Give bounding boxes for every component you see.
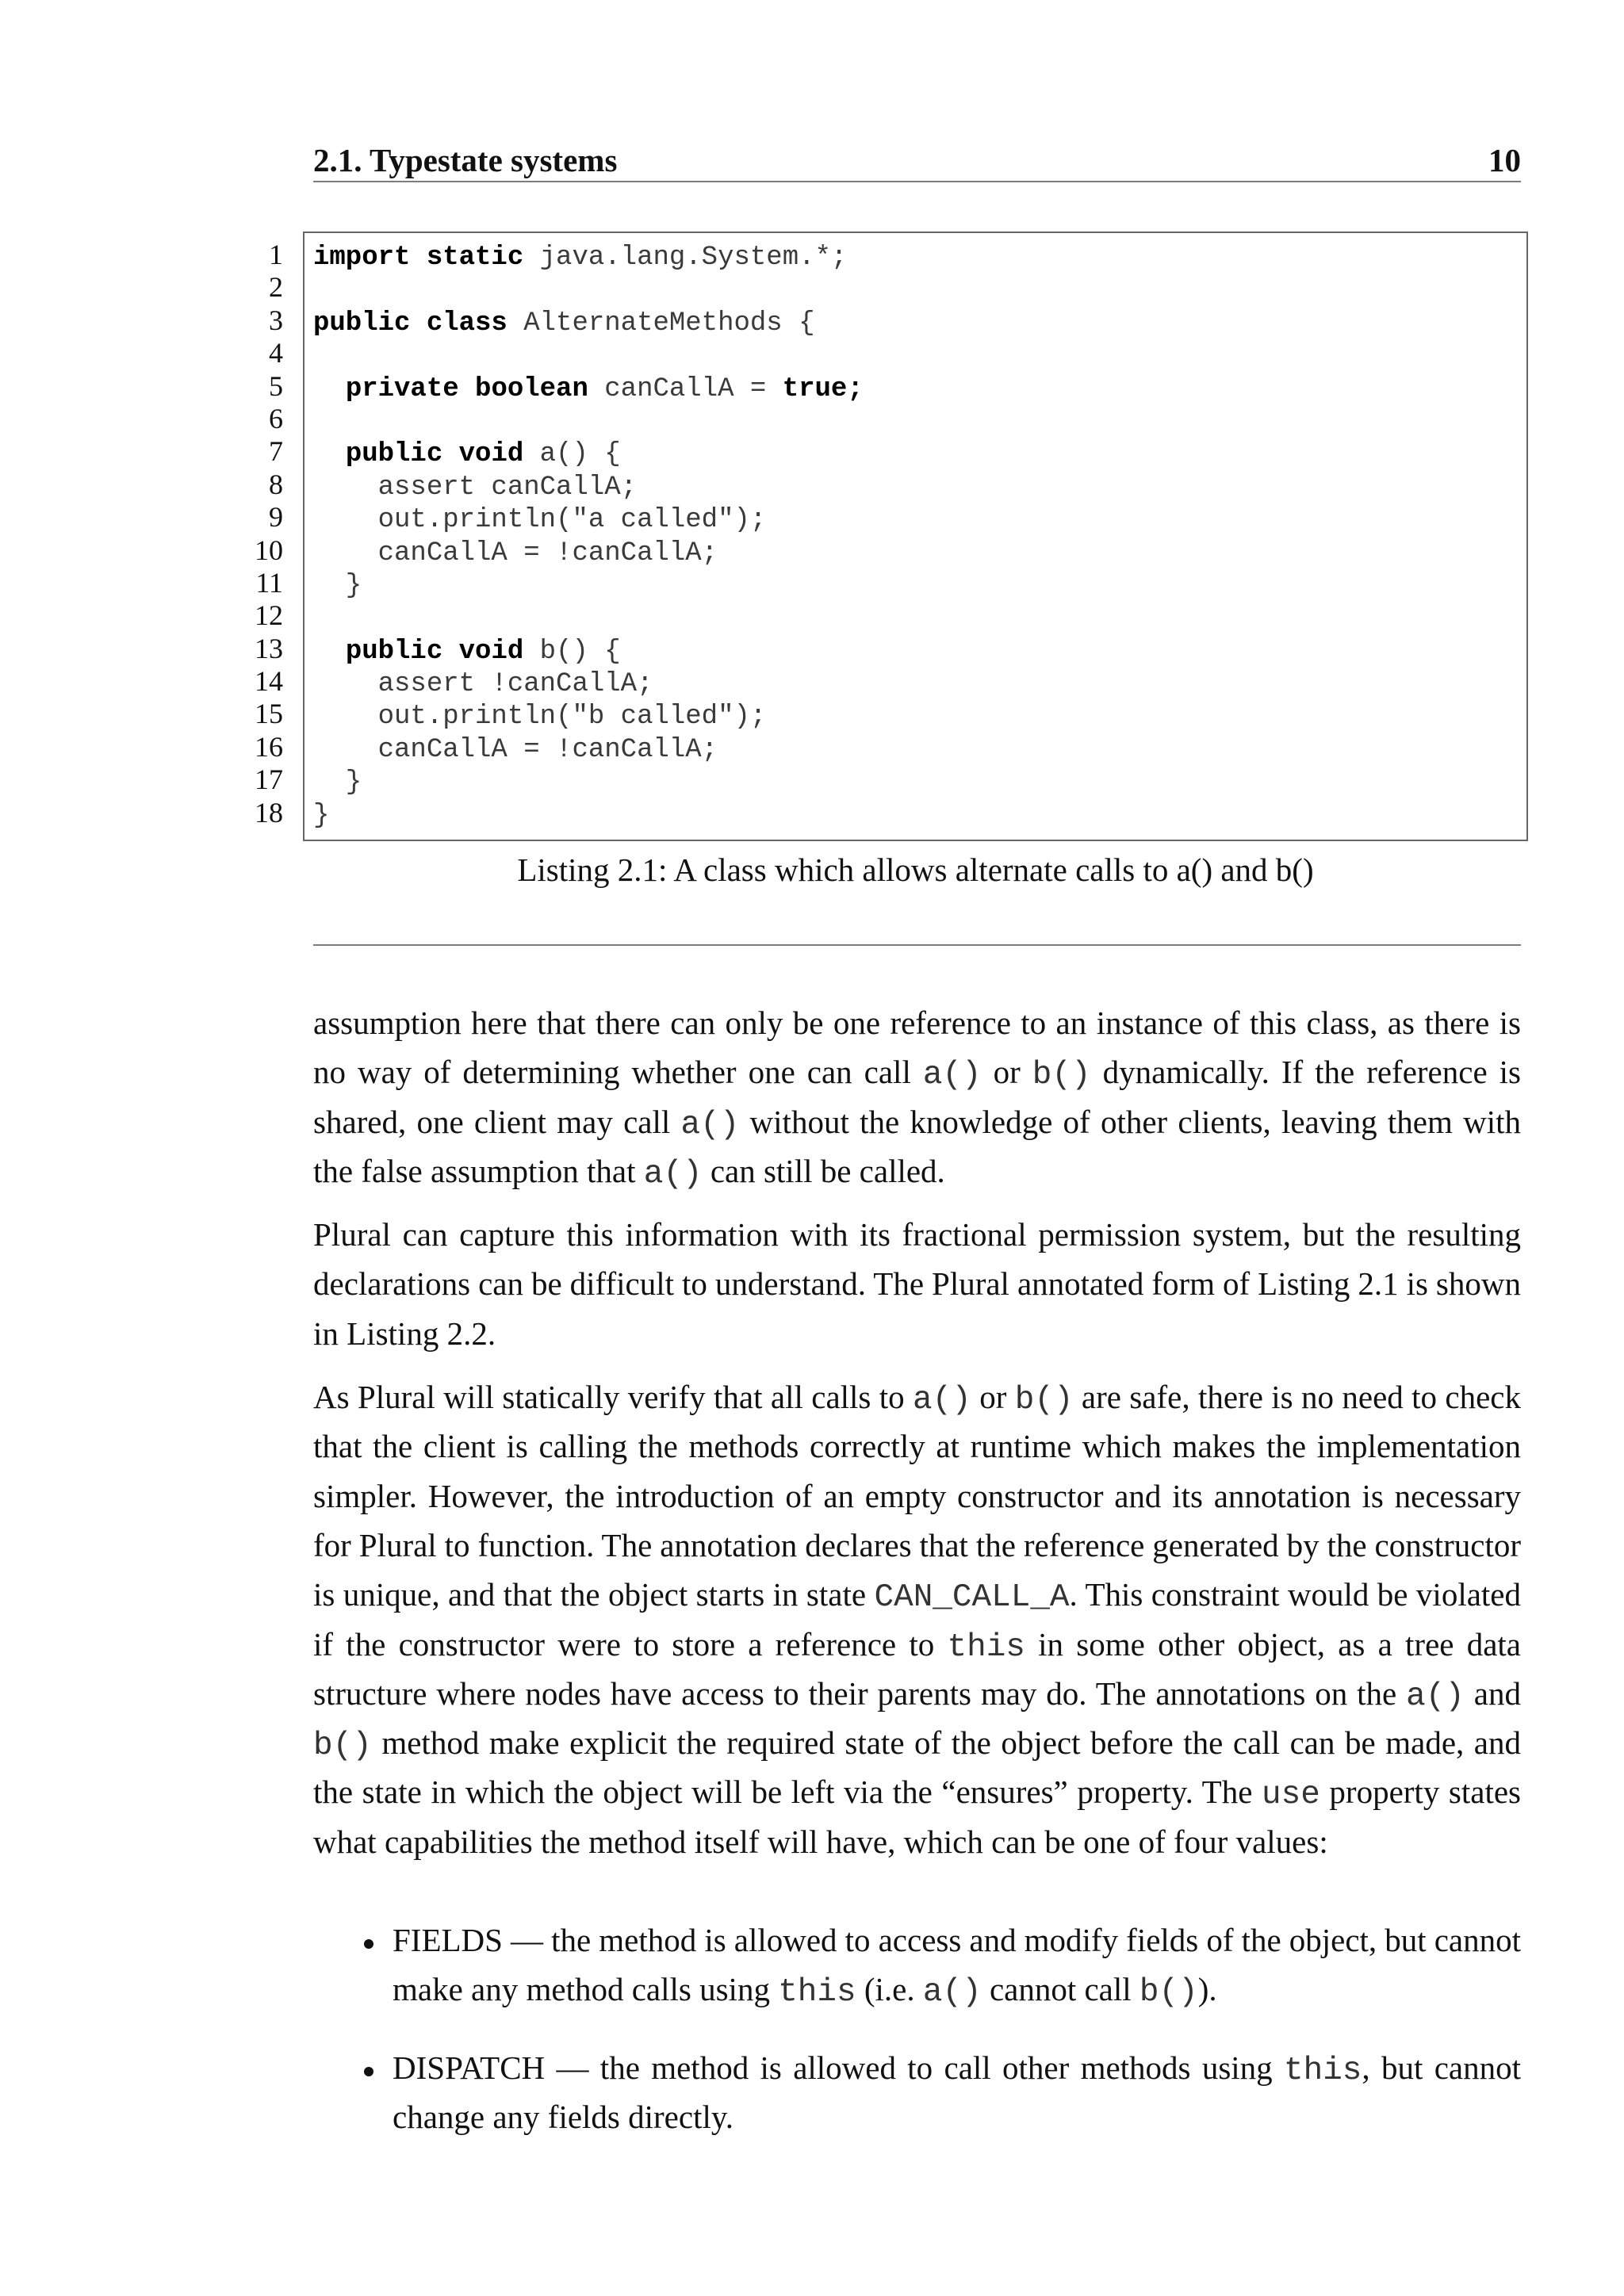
text-run: assumption here that there can only be one reference to an instance of this class, as there is — [313, 1004, 1521, 1041]
code-line — [222, 304, 1522, 337]
line-number: 9 — [269, 501, 283, 534]
text-line — [313, 1471, 1521, 1521]
code-line — [222, 633, 1522, 665]
code-token: } — [313, 570, 362, 601]
text-line — [313, 998, 1521, 1047]
text-run: the false assumption that — [313, 1152, 644, 1189]
inline-code: b() — [1032, 1057, 1091, 1094]
text-line — [313, 1620, 1521, 1669]
code-keyword: public void — [345, 439, 524, 470]
code-keyword: public void — [345, 636, 524, 667]
code-line — [222, 665, 1522, 698]
text-line — [393, 1965, 1521, 2014]
line-number: 3 — [269, 304, 283, 336]
code-line — [222, 599, 1522, 632]
text-line — [313, 1767, 1521, 1816]
text-line — [313, 1669, 1521, 1718]
text-run: structure where nodes have access to their parents may do. The annotations on the — [313, 1674, 1407, 1712]
text-line — [313, 1047, 1521, 1096]
code-line — [222, 501, 1522, 534]
header-rule — [313, 181, 1521, 182]
text-run: if the constructor were to store a reference to — [313, 1625, 948, 1663]
body-text — [313, 998, 1521, 2141]
code-line — [222, 337, 1522, 369]
text-run: the state in which the object will be left via the “ensures” property. The — [313, 1774, 1262, 1811]
inline-code: this — [778, 1974, 856, 2011]
line-number: 8 — [269, 468, 283, 500]
text-run: shared, one client may call — [313, 1103, 681, 1140]
code-line — [222, 698, 1522, 733]
text-line — [313, 1146, 1521, 1196]
code-listing — [222, 239, 1522, 829]
text-run: make any method calls using — [393, 1971, 779, 2008]
code-line — [222, 271, 1522, 304]
code-keyword: true; — [782, 373, 864, 404]
text-run: cannot call — [981, 1971, 1139, 2008]
running-header — [313, 141, 1521, 179]
text-line — [313, 1718, 1521, 1767]
text-run: and — [1464, 1674, 1521, 1712]
code-text — [313, 767, 362, 799]
paragraph — [313, 998, 1521, 1196]
text-run: or — [981, 1054, 1032, 1091]
code-text — [313, 472, 637, 504]
text-line — [313, 1259, 1521, 1308]
code-token: } — [313, 800, 330, 831]
bullet-text — [393, 2043, 1521, 2142]
code-keyword: import static — [313, 243, 524, 273]
text-run: (i.e. — [856, 1971, 923, 2008]
code-text — [313, 438, 621, 471]
inline-code: a() — [922, 1974, 982, 2011]
bullet-list — [313, 1915, 1521, 2141]
bullet-icon — [364, 1939, 373, 1949]
inline-code: use — [1262, 1777, 1320, 1814]
paragraph — [313, 1210, 1521, 1358]
code-token: } — [313, 767, 362, 798]
text-line — [313, 1817, 1521, 1866]
text-run: simpler. However, the introduction of an empty constructor and its annotation is necessary — [313, 1477, 1521, 1514]
code-line — [222, 797, 1522, 829]
text-run: without the knowledge of other clients, leaving them with — [739, 1103, 1521, 1140]
code-token: assert !canCallA; — [313, 669, 653, 700]
code-line — [222, 534, 1522, 567]
code-token: out.println("a called"); — [313, 505, 767, 536]
bullet-icon — [364, 2067, 373, 2076]
code-token: canCallA = !canCallA; — [313, 538, 718, 568]
code-line — [222, 469, 1522, 501]
code-line — [222, 763, 1522, 796]
line-number: 1 — [269, 239, 283, 270]
text-run: that the client is calling the methods correctly at runtime which makes the implementation — [313, 1428, 1521, 1465]
code-line — [222, 370, 1522, 403]
line-number: 12 — [255, 599, 283, 632]
code-token: canCallA = — [588, 373, 783, 404]
page-number: 10 — [1488, 142, 1521, 178]
text-run: what capabilities the method itself will have, which can be one of four values: — [313, 1823, 1328, 1860]
inline-code: a() — [1406, 1678, 1465, 1715]
text-run: DISPATCH — the method is allowed to call other methods using — [393, 2049, 1284, 2086]
text-line — [393, 2092, 1521, 2141]
bullet-text — [393, 1915, 1521, 2015]
text-run: for Plural to function. The annotation declares that the reference generated by the constructor — [313, 1526, 1521, 1563]
code-line — [222, 731, 1522, 763]
text-run: can still be called. — [702, 1152, 945, 1189]
text-line — [313, 1372, 1521, 1422]
paragraphs — [313, 998, 1521, 1866]
line-number: 10 — [255, 534, 283, 566]
text-line — [313, 1422, 1521, 1471]
inline-code: a() — [922, 1057, 982, 1094]
inline-code: b() — [313, 1728, 372, 1765]
text-run: method make explicit the required state of the object before the call can be made, and — [371, 1724, 1521, 1762]
inline-code: a() — [913, 1382, 971, 1419]
code-text — [313, 701, 766, 733]
line-number: 13 — [255, 632, 283, 664]
listing-caption: Listing 2.1: A class which allows alternate calls to a() and b() — [517, 851, 1314, 888]
code-token — [313, 637, 346, 667]
inline-code: b() — [1014, 1382, 1074, 1419]
line-number: 17 — [255, 763, 283, 796]
code-text — [313, 504, 766, 537]
code-line — [222, 567, 1522, 599]
text-run: are safe, there is no need to check — [1073, 1379, 1521, 1416]
text-run: in some other object, as a tree data — [1025, 1625, 1522, 1663]
text-run: in Listing 2.2. — [313, 1314, 496, 1352]
inline-code: b() — [1139, 1974, 1198, 2011]
text-run: , but cannot — [1362, 2049, 1521, 2086]
bullet-item — [313, 2043, 1521, 2142]
text-line — [313, 1309, 1521, 1358]
text-line — [313, 1521, 1521, 1570]
code-token — [313, 374, 346, 404]
code-text — [313, 800, 329, 832]
line-number: 6 — [269, 402, 283, 434]
code-token: canCallA = !canCallA; — [313, 734, 718, 765]
code-line — [222, 239, 1522, 271]
bullet-item — [313, 1915, 1521, 2015]
line-number: 5 — [269, 369, 283, 402]
line-number: 18 — [255, 796, 283, 828]
code-text — [313, 636, 621, 668]
text-run: ). — [1197, 1971, 1217, 2008]
line-number: 15 — [255, 698, 283, 730]
code-text — [313, 242, 847, 274]
inline-code: this — [1284, 2052, 1362, 2089]
code-token: java.lang.System.*; — [523, 243, 848, 273]
code-text — [313, 668, 653, 701]
code-text — [313, 538, 718, 570]
code-text — [313, 308, 815, 340]
inline-code: CAN_CALL_A — [874, 1579, 1070, 1617]
line-number: 14 — [255, 665, 283, 698]
code-text — [313, 734, 718, 767]
text-run: . This constraint would be violated — [1069, 1576, 1521, 1613]
line-number: 11 — [255, 566, 283, 599]
text-run: dynamically. If the reference is — [1090, 1054, 1521, 1091]
code-token — [313, 439, 346, 469]
code-token: AlternateMethods { — [507, 308, 815, 339]
paragraph — [313, 1372, 1521, 1866]
code-token: b() { — [523, 636, 621, 667]
inline-code: a() — [643, 1155, 703, 1192]
code-keyword: private boolean — [345, 373, 588, 404]
code-token: a() { — [523, 439, 621, 470]
text-line — [313, 1210, 1521, 1259]
line-number: 2 — [269, 271, 283, 304]
text-run: declarations can be difficult to understand. The Plural annotated form of Listing 2.1 is shown — [313, 1265, 1521, 1303]
float-separator-rule — [313, 944, 1521, 946]
inline-code: this — [947, 1628, 1025, 1666]
line-number: 16 — [255, 730, 283, 763]
code-text — [313, 373, 864, 406]
text-run: no way of determining whether one can call — [313, 1054, 923, 1091]
section-title: 2.1. Typestate systems — [313, 142, 618, 178]
text-run: or — [971, 1379, 1015, 1416]
text-run: As Plural will statically verify that all calls to — [313, 1379, 914, 1416]
code-line — [222, 403, 1522, 435]
text-run: FIELDS — the method is allowed to access and modify fields of the object, but cannot — [393, 1922, 1521, 1959]
text-line — [393, 2043, 1521, 2092]
text-run: is unique, and that the object starts in state — [313, 1576, 875, 1613]
code-line — [222, 435, 1522, 468]
text-run: Plural can capture this information with its fractional permission system, but the resulting — [313, 1216, 1521, 1253]
text-run: change any fields directly. — [393, 2098, 733, 2135]
inline-code: a() — [680, 1106, 740, 1143]
text-run: property states — [1320, 1774, 1521, 1811]
text-line — [313, 1097, 1521, 1146]
code-keyword: public class — [313, 308, 508, 339]
line-number: 4 — [269, 337, 283, 369]
line-number: 7 — [269, 435, 283, 468]
code-token: assert canCallA; — [313, 472, 638, 503]
text-line — [313, 1570, 1521, 1619]
code-token: out.println("b called"); — [313, 702, 767, 733]
code-text — [313, 570, 362, 603]
text-line — [393, 1915, 1521, 1965]
